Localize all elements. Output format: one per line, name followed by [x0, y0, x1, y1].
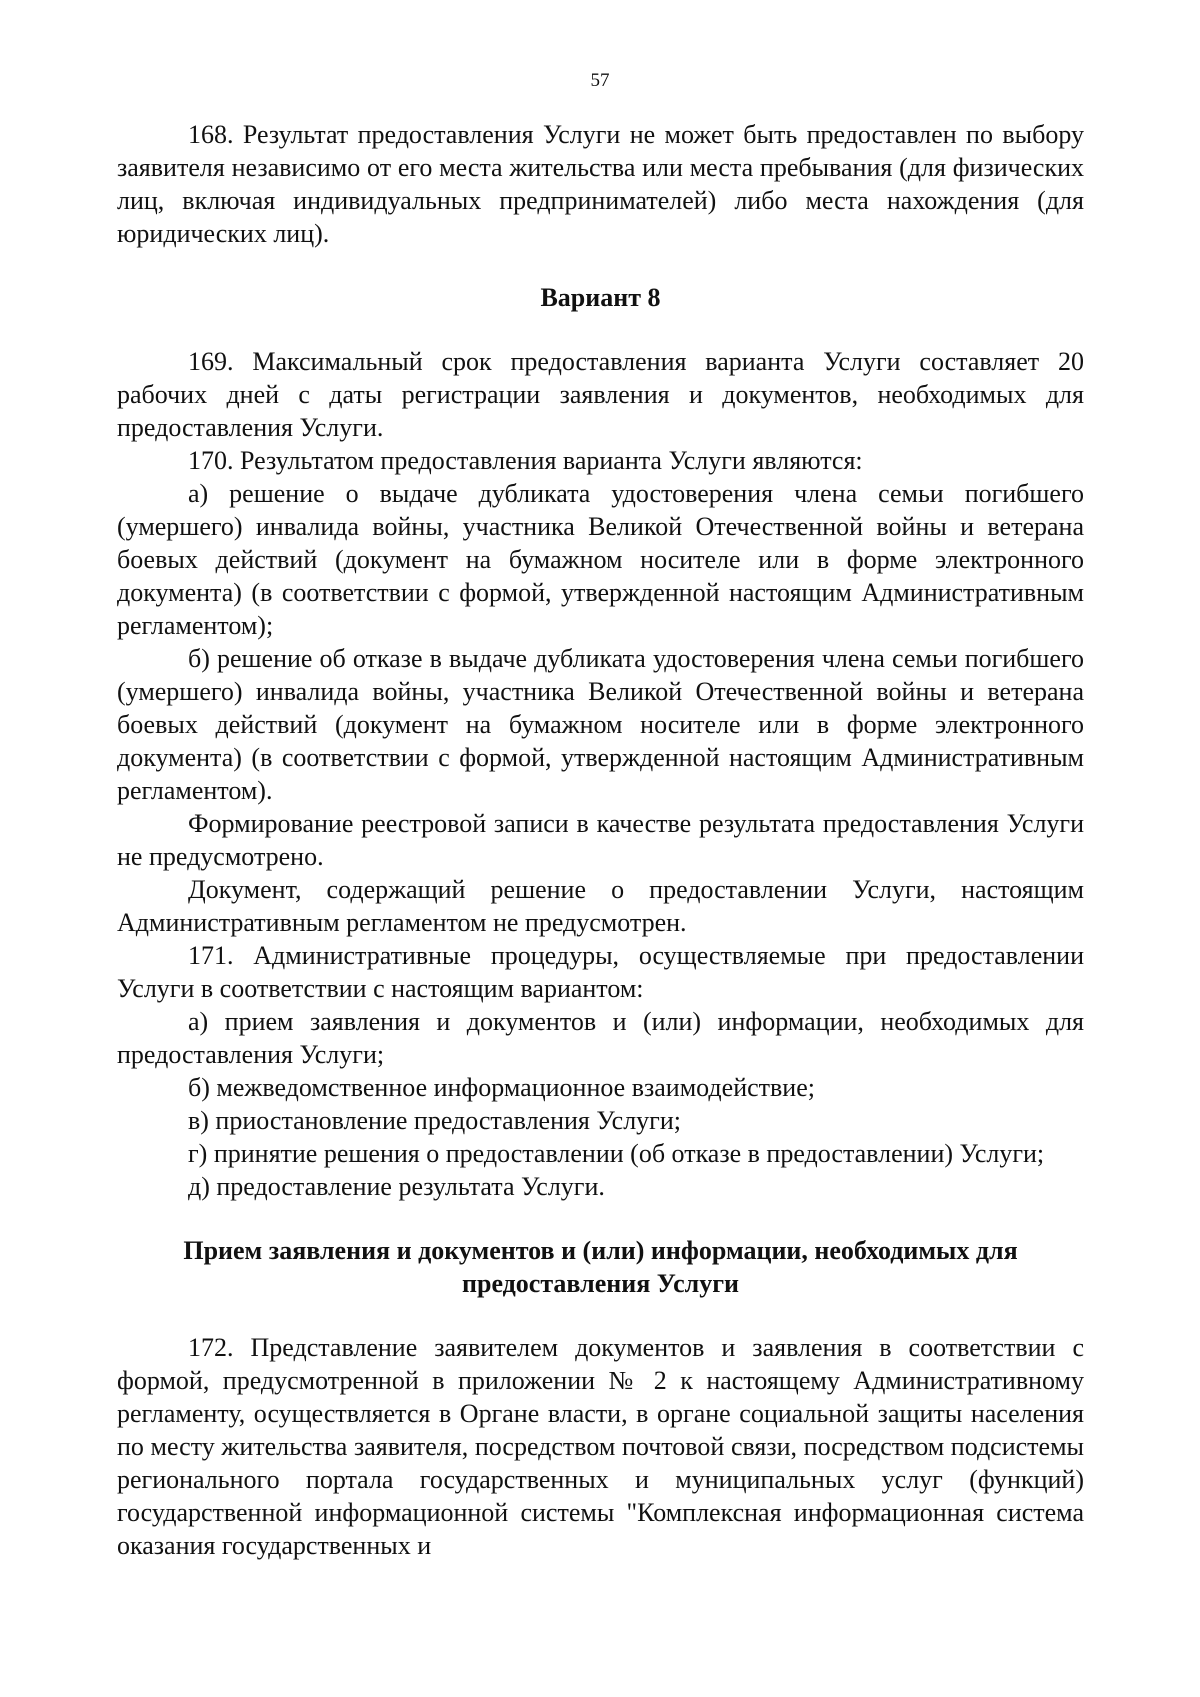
paragraph-170-item-b: б) решение об отказе в выдаче дубликата удостоверения члена семьи погибшего (умершего) инвалида войны, участника Великой Отечественной войны и ветерана боевых действий (документ на бумажном носителе или в форме электронного документа) (в соответствии с формой, утвержденной настоящим Административным регламентом).: [117, 644, 1084, 805]
paragraph-169: 169. Максимальный срок предоставления варианта Услуги составляет 20 рабочих дней с даты регистрации заявления и документов, необходимых для предоставления Услуги.: [117, 347, 1084, 442]
paragraph-170: 170. Результатом предоставления варианта Услуги являются:: [188, 446, 863, 475]
section-heading-variant-8: Вариант 8: [540, 283, 661, 312]
paragraph-171-item-a: а) прием заявления и документов и (или) информации, необходимых для предоставления Услуги;: [117, 1007, 1084, 1069]
paragraph-168: 168. Результат предоставления Услуги не может быть предоставлен по выбору заявителя независимо от его места жительства или места пребывания (для физических лиц, включая индивидуальных предпринимателей) либо места нахождения (для юридических лиц).: [117, 120, 1084, 248]
paragraph-170-item-a: а) решение о выдаче дубликата удостоверения члена семьи погибшего (умершего) инвалида войны, участника Великой Отечественной войны и ветерана боевых действий (документ на бумажном носителе или в форме электронного документа) (в соответствии с формой, утвержденной настоящим Административным регламентом);: [117, 479, 1084, 640]
paragraph-171-item-b: б) межведомственное информационное взаимодействие;: [188, 1073, 815, 1102]
paragraph-registry-note: Формирование реестровой записи в качестве результата предоставления Услуги не предусмотрено.: [117, 809, 1084, 871]
paragraph-171-item-d: д) предоставление результата Услуги.: [188, 1172, 605, 1201]
paragraph-171: 171. Административные процедуры, осуществляемые при предоставлении Услуги в соответствии с настоящим вариантом:: [117, 941, 1084, 1003]
paragraph-172: 172. Представление заявителем документов и заявления в соответствии с формой, предусмотренной в приложении № 2 к настоящему Административному регламенту, осуществляется в Органе власти, в органе социальной защиты населения по месту жительства заявителя, посредством почтовой связи, посредством подсистемы регионального портала государственных и муниципальных услуг (функций) государственной информационной системы "Комплексная информационная система оказания государственных и: [117, 1333, 1084, 1560]
paragraph-171-item-v: в) приостановление предоставления Услуги;: [188, 1106, 681, 1135]
paragraph-document-note: Документ, содержащий решение о предоставлении Услуги, настоящим Административным регламентом не предусмотрен.: [117, 875, 1084, 937]
page-number: 57: [590, 70, 610, 91]
document-body: [117, 118, 1084, 1562]
paragraph-171-item-g: г) принятие решения о предоставлении (об отказе в предоставлении) Услуги;: [188, 1139, 1045, 1168]
section-heading-reception: Прием заявления и документов и (или) информации, необходимых для предоставления Услуги: [183, 1236, 1018, 1298]
